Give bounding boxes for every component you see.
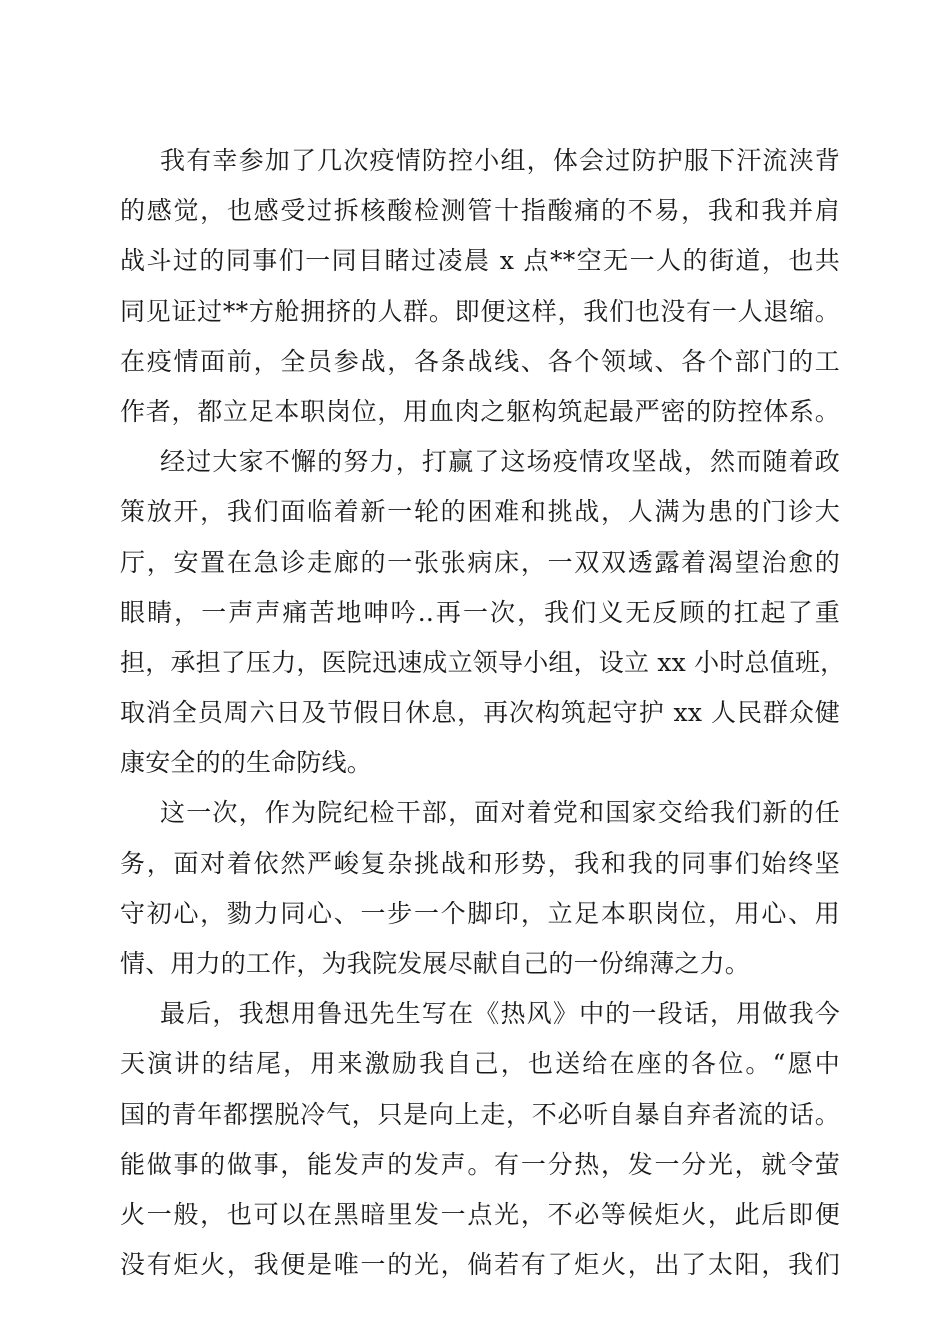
paragraph-1-line-1: 我有幸参加了几次疫情防控小组，体会过防护服下汗流浃背 [160,146,840,175]
paragraph-3-line-2: 务，面对着依然严峻复杂挑战和形势，我和我的同事们始终坚 [120,848,840,878]
paragraph-2-line-2: 策放开，我们面临着新一轮的困难和挑战，人满为患的门诊大 [120,497,840,527]
document-body [120,136,846,1290]
paragraph-3-line-1: 这一次，作为院纪检干部，面对着党和国家交给我们新的任 [160,798,840,828]
paragraph-4-line-5: 火一般，也可以在黑暗里发一点光，不必等候炬火，此后即便 [120,1199,840,1229]
paragraph-1-line-5: 在疫情面前，全员参战，各条战线、各个领域、各个部门的工 [120,346,840,376]
paragraph-4-line-6: 没有炬火，我便是唯一的光，倘若有了炬火，出了太阳，我们 [120,1250,840,1280]
paragraph-1-line-6: 作者，都立足本职岗位，用血肉之躯构筑起最严密的防控体系。 [120,396,840,426]
paragraph-2-line-6: 取消全员周六日及节假日休息，再次构筑起守护 xx 人民群众健 [120,698,840,728]
paragraph-4-line-3: 国的青年都摆脱冷气，只是向上走，不必听自暴自弃者流的话。 [120,1099,840,1129]
paragraph-4-line-2: 天演讲的结尾，用来激励我自己，也送给在座的各位。“愿中 [120,1049,840,1079]
paragraph-1-line-2: 的感觉，也感受过拆核酸检测管十指酸痛的不易，我和我并肩 [120,196,840,226]
paragraph-2-line-3: 厅，安置在急诊走廊的一张张病床，一双双透露着渴望治愈的 [120,547,840,577]
paragraph-1-line-3: 战斗过的同事们一同目睹过凌晨 x 点**空无一人的街道，也共 [120,246,840,276]
paragraph-3-line-4: 情、用力的工作，为我院发展尽献自己的一份绵薄之力。 [120,949,751,978]
paragraph-4-line-1: 最后，我想用鲁迅先生写在《热风》中的一段话，用做我今 [160,999,840,1029]
paragraph-3-line-3: 守初心，勠力同心、一步一个脚印，立足本职岗位，用心、用 [120,898,840,928]
paragraph-2-line-5: 担，承担了压力，医院迅速成立领导小组，设立 xx 小时总值班， [120,647,846,677]
paragraph-2-line-7: 康安全的的生命防线。 [120,748,373,778]
paragraph-4-line-4: 能做事的做事，能发声的发声。有一分热，发一分光，就令萤 [120,1149,840,1179]
paragraph-2-line-1: 经过大家不懈的努力，打赢了这场疫情攻坚战，然而随着政 [160,447,840,477]
paragraph-1-line-4: 同见证过**方舱拥挤的人群。即便这样，我们也没有一人退缩。 [120,296,840,326]
paragraph-2-line-4: 眼睛，一声声痛苦地呻吟..再一次，我们义无反顾的扛起了重 [120,597,840,627]
